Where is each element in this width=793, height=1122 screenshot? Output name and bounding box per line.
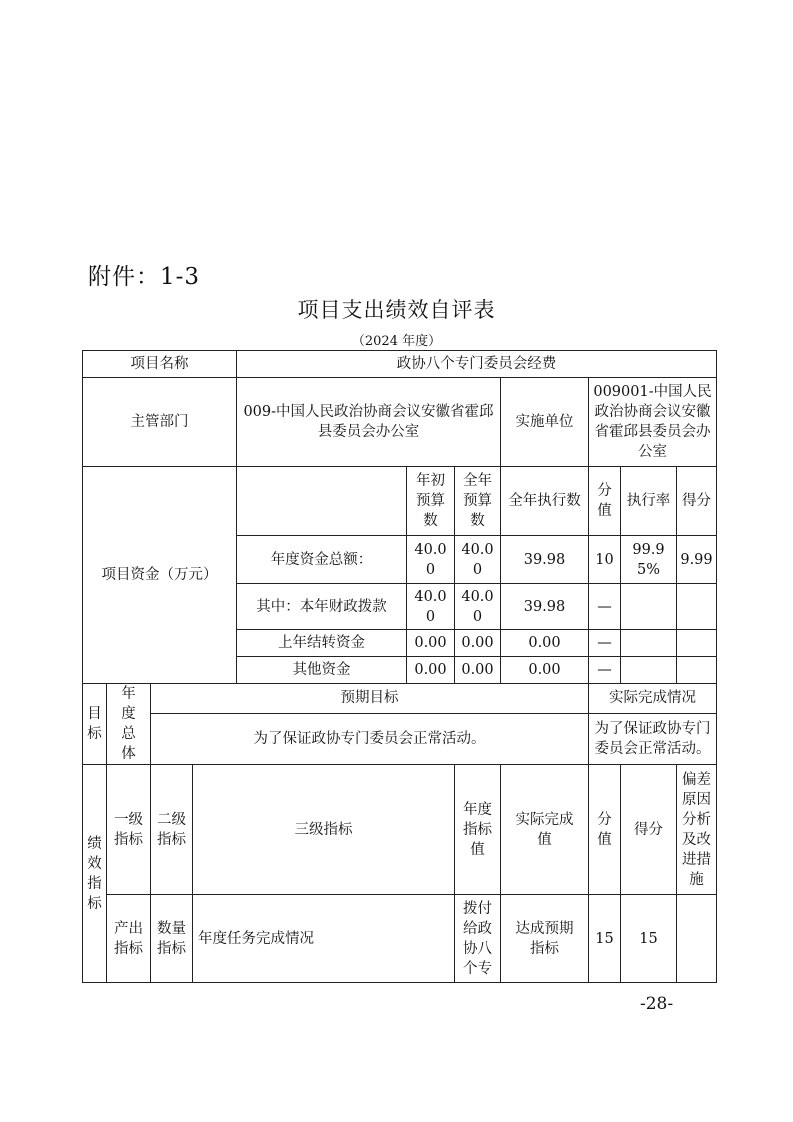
project-name-value: 政协八个专门委员会经费 [237,351,717,378]
indicator-score: 15 [621,895,677,983]
funds-exec: 0.00 [501,630,589,657]
actual-result: 为了保证政协专门委员会正常活动。 [589,713,717,764]
funds-rate: 99.95% [621,536,677,584]
indicators-header-row [83,765,717,895]
funds-rate [621,630,677,657]
implementing-unit-label: 实施单位 [501,378,589,467]
header-score-value: 分值 [589,467,621,536]
funds-initial: 0.00 [407,630,455,657]
header-level2: 二级指标 [151,765,193,895]
header-annual-value: 年度指标值 [455,765,501,895]
indicator-row [83,895,717,983]
indicator-score-value: 15 [589,895,621,983]
funds-row-label: 其中：本年财政拨款 [237,584,407,630]
header-score: 得分 [677,467,717,536]
implementing-unit-value: 009001-中国人民政治协商会议安徽省霍邱县委员会办公室 [589,378,717,467]
indicator-deviation [677,895,717,983]
project-name-row [83,351,717,378]
funds-initial: 0.00 [407,657,455,684]
department-value: 009-中国人民政治协商会议安徽省霍邱县委员会办公室 [237,378,501,467]
header-level3: 三级指标 [193,765,455,895]
evaluation-table [82,350,717,983]
goals-outer-label: 目标 [83,684,107,765]
funds-score: 9.99 [677,536,717,584]
goals-header-row [83,684,717,714]
funds-exec: 0.00 [501,657,589,684]
funds-row-label: 年度资金总额： [237,536,407,584]
header-deviation: 偏差原因分析及改进措施 [677,765,717,895]
header-ind-score-value: 分值 [589,765,621,895]
indicator-level3: 年度任务完成情况 [193,895,455,983]
funds-score-value: — [589,630,621,657]
header-full-execution: 全年执行数 [501,467,589,536]
funds-rate [621,584,677,630]
indicator-actual-value: 达成预期指标 [501,895,589,983]
indicator-level1: 产出指标 [107,895,151,983]
indicators-label: 绩效指标 [83,765,107,983]
funds-label-text: 项目资金（万元） [101,567,218,583]
header-actual-value: 实际完成值 [501,765,589,895]
indicator-level2: 数量指标 [151,895,193,983]
department-row [83,378,717,467]
header-initial-budget: 年初预算数 [407,467,455,536]
funds-label [83,467,237,684]
funds-score [677,584,717,630]
header-full-budget: 全年预算数 [455,467,501,536]
funds-rate [621,657,677,684]
header-execution-rate: 执行率 [621,467,677,536]
funds-initial: 40.00 [407,536,455,584]
header-ind-score: 得分 [621,765,677,895]
funds-header-blank [237,467,407,536]
funds-initial: 40.00 [407,584,455,630]
attachment-label: 附件：1-3 [88,264,201,290]
project-name-label: 项目名称 [83,351,237,378]
funds-score [677,657,717,684]
page-number: -28- [640,994,674,1014]
funds-exec: 39.98 [501,536,589,584]
funds-score-value: — [589,657,621,684]
funds-row-label: 上年结转资金 [237,630,407,657]
page-title: 项目支出绩效自评表 [297,298,496,322]
funds-header-row [83,467,717,536]
funds-full: 0.00 [455,630,501,657]
goals-content-row [83,713,717,764]
funds-exec: 39.98 [501,584,589,630]
funds-full: 40.00 [455,584,501,630]
funds-score-value: — [589,584,621,630]
year-label: （2024 年度） [351,334,442,349]
actual-result-header: 实际完成情况 [589,684,717,714]
funds-row-label: 其他资金 [237,657,407,684]
indicator-annual-value: 拨付给政协八个专 [455,895,501,983]
funds-full: 40.00 [455,536,501,584]
expected-goal: 为了保证政协专门委员会正常活动。 [151,713,589,764]
expected-goal-header: 预期目标 [151,684,589,714]
header-level1: 一级指标 [107,765,151,895]
funds-full: 0.00 [455,657,501,684]
funds-score [677,630,717,657]
department-label: 主管部门 [83,378,237,467]
goals-inner-label: 年度总体 [107,684,151,765]
funds-score-value: 10 [589,536,621,584]
